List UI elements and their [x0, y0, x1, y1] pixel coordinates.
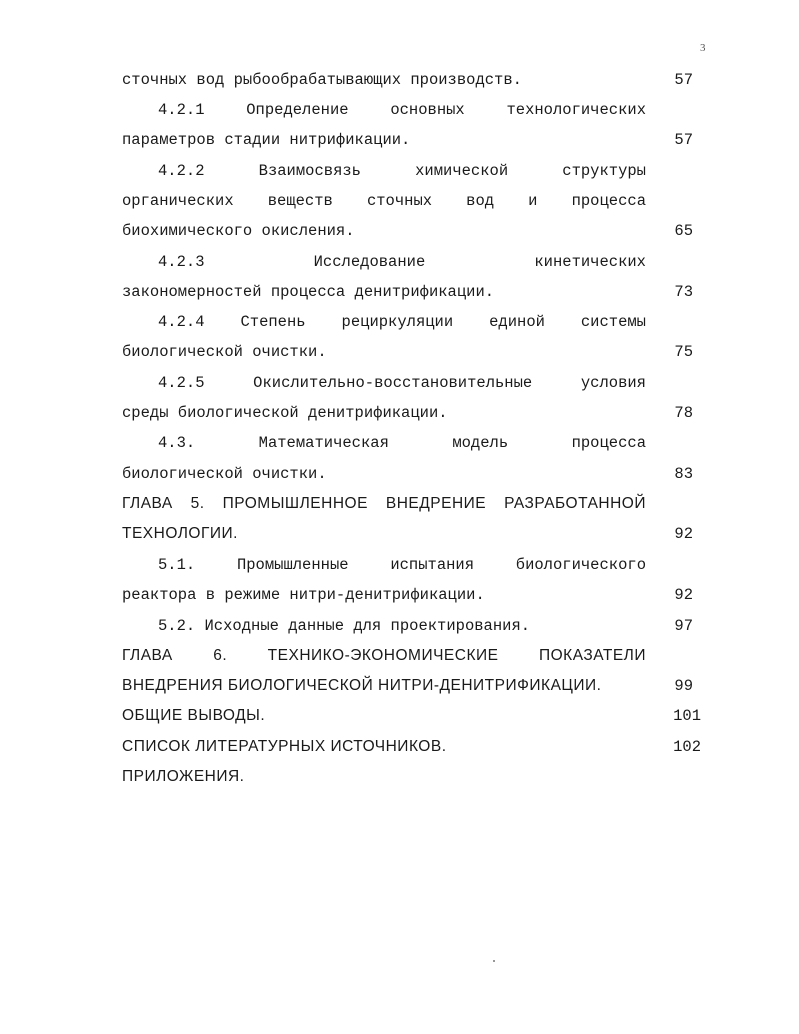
- toc-line-5: органических веществ сточных вод и процесса: [122, 192, 646, 210]
- toc-page-21: 99: [674, 677, 693, 695]
- toc-page-1: 57: [674, 71, 693, 89]
- toc-page-3: 57: [674, 131, 693, 149]
- toc-page-12: 78: [674, 404, 693, 422]
- toc-line-16: ТЕХНОЛОГИИ.: [122, 525, 238, 542]
- toc-line-19: 5.2. Исходные данные для проектирования.: [158, 617, 531, 635]
- page-number: 3: [700, 42, 706, 54]
- toc-line-3: параметров стадии нитрификации.: [122, 131, 411, 149]
- toc-line-2: 4.2.1 Определение основных технологических: [158, 101, 646, 119]
- toc-line-9: 4.2.4 Степень рециркуляции единой системы: [158, 313, 646, 331]
- toc-line-7: 4.2.3 Исследование кинетических: [158, 253, 646, 271]
- toc-page-18: 92: [674, 586, 693, 604]
- toc-line-1: сточных вод рыбообрабатывающих производств.: [122, 71, 522, 89]
- toc-line-4: 4.2.2 Взаимосвязь химической структуры: [158, 162, 646, 180]
- toc-line-13: 4.3. Математическая модель процесса: [158, 434, 646, 452]
- toc-page-10: 75: [674, 343, 693, 361]
- toc-line-22: ОБЩИЕ ВЫВОДЫ.: [122, 707, 266, 724]
- toc-line-10: биологической очистки.: [122, 343, 327, 361]
- toc-line-6: биохимического окисления.: [122, 222, 355, 240]
- toc-line-20: ГЛАВА 6. ТЕХНИКО-ЭКОНОМИЧЕСКИЕ ПОКАЗАТЕЛИ: [122, 647, 646, 664]
- toc-page-6: 65: [674, 222, 693, 240]
- toc-page-23: 102: [673, 738, 701, 756]
- toc-line-18: реактора в режиме нитри-денитрификации.: [122, 586, 485, 604]
- toc-line-12: среды биологической денитрификации.: [122, 404, 448, 422]
- toc-page-22: 101: [673, 707, 701, 725]
- toc-page-14: 83: [674, 465, 693, 483]
- toc-page-8: 73: [674, 283, 693, 301]
- toc-line-14: биологической очистки.: [122, 465, 327, 483]
- toc-line-23: СПИСОК ЛИТЕРАТУРНЫХ ИСТОЧНИКОВ.: [122, 738, 447, 755]
- toc-page-19: 97: [674, 617, 693, 635]
- scan-speck: [493, 960, 495, 962]
- toc-line-17: 5.1. Промышленные испытания биологического: [158, 556, 646, 574]
- toc-line-21: ВНЕДРЕНИЯ БИОЛОГИЧЕСКОЙ НИТРИ-ДЕНИТРИФИКАЦИИ.: [122, 677, 602, 694]
- toc-line-15: ГЛАВА 5. ПРОМЫШЛЕННОЕ ВНЕДРЕНИЕ РАЗРАБОТАННОЙ: [122, 495, 646, 512]
- toc-line-24: ПРИЛОЖЕНИЯ.: [122, 768, 245, 785]
- toc-line-8: закономерностей процесса денитрификации.: [122, 283, 495, 301]
- toc-line-11: 4.2.5 Окислительно-восстановительные условия: [158, 374, 646, 392]
- toc-page-16: 92: [674, 525, 693, 543]
